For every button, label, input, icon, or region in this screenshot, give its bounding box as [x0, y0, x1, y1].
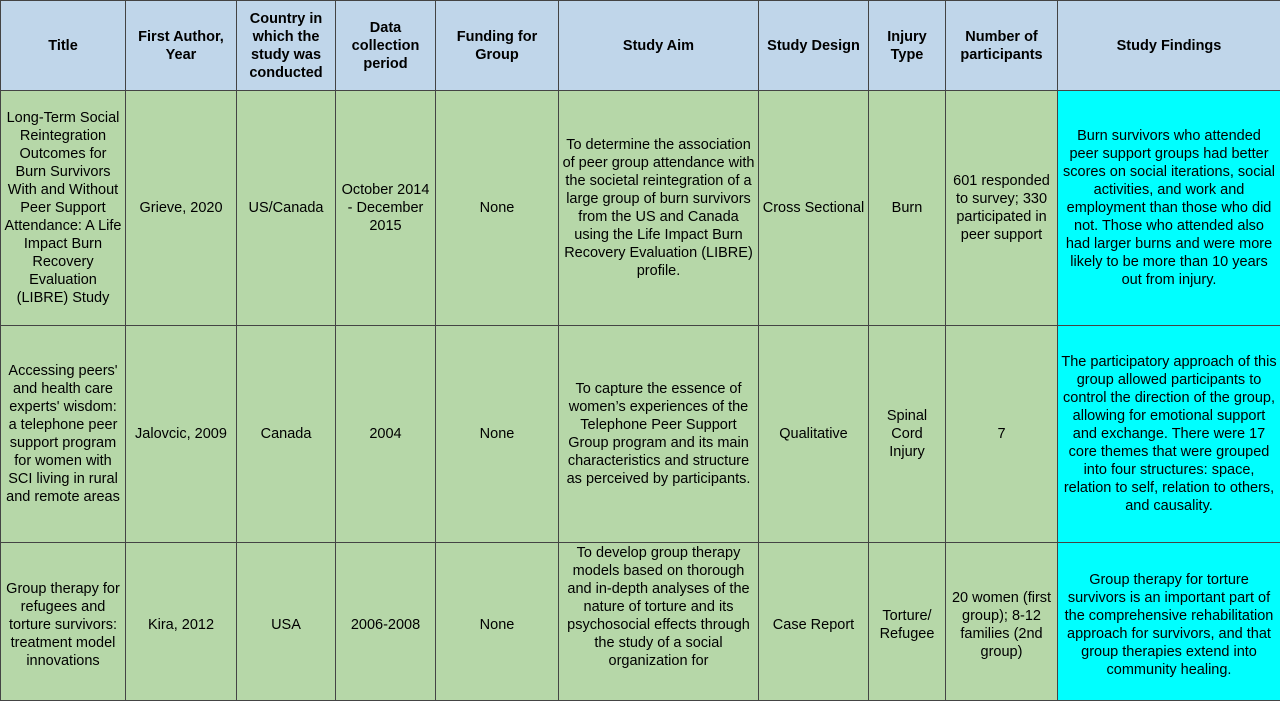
cell-funding: None: [436, 326, 559, 543]
header-row: [1, 1, 1280, 91]
header-findings: Study Findings: [1058, 1, 1280, 91]
cell-injury: Torture/ Refugee: [869, 543, 946, 701]
header-funding: Funding for Group: [436, 1, 559, 91]
cell-design: Qualitative: [759, 326, 869, 543]
cell-period: 2006-2008: [336, 543, 436, 701]
cell-country: US/Canada: [237, 91, 336, 326]
table-row: [1, 326, 1280, 543]
header-country: Country in which the study was conducted: [237, 1, 336, 91]
cell-author: Grieve, 2020: [126, 91, 237, 326]
cell-participants: 601 responded to survey; 330 participated in peer support: [946, 91, 1058, 326]
cell-author: Kira, 2012: [126, 543, 237, 701]
cell-title: Group therapy for refugees and torture survivors: treatment model innovations: [1, 543, 126, 701]
cell-design: Cross Sectional: [759, 91, 869, 326]
header-design: Study Design: [759, 1, 869, 91]
header-injury: Injury Type: [869, 1, 946, 91]
cell-findings: Group therapy for torture survivors is an important part of the comprehensive rehabilitation approach for survivors, and that group therapies extend into community healing.: [1058, 543, 1280, 701]
header-author: First Author, Year: [126, 1, 237, 91]
header-title: Title: [1, 1, 126, 91]
cell-design: Case Report: [759, 543, 869, 701]
header-participants: Number of participants: [946, 1, 1058, 91]
cell-period: 2004: [336, 326, 436, 543]
cell-findings: Burn survivors who attended peer support groups had better scores on social iterations, social activities, and work and employment than those who did not. Those who attended also had larger burns and were more likely to be more than 10 years out from injury.: [1058, 91, 1280, 326]
table-row: [1, 91, 1280, 326]
cell-participants: 7: [946, 326, 1058, 543]
cell-injury: Burn: [869, 91, 946, 326]
cell-participants: 20 women (first group); 8-12 families (2nd group): [946, 543, 1058, 701]
cell-findings: The participatory approach of this group allowed participants to control the direction of the group, allowing for emotional support and exchange. There were 17 core themes that were grouped into four structures: space, relation to self, relation to others, and causality.: [1058, 326, 1280, 543]
cell-title: Accessing peers' and health care experts' wisdom: a telephone peer support program for women with SCI living in rural and remote areas: [1, 326, 126, 543]
cell-injury: Spinal Cord Injury: [869, 326, 946, 543]
table-row: [1, 543, 1280, 701]
cell-country: Canada: [237, 326, 336, 543]
cell-aim: To capture the essence of women’s experiences of the Telephone Peer Support Group program and its main characteristics and structure as perceived by participants.: [559, 326, 759, 543]
cell-aim: To develop group therapy models based on thorough and in-depth analyses of the nature of torture and its psychosocial effects through the study of a social organization for: [559, 543, 759, 701]
cell-title: Long-Term Social Reintegration Outcomes for Burn Survivors With and Without Peer Support Attendance: A Life Impact Burn Recovery Evaluation (LIBRE) Study: [1, 91, 126, 326]
cell-country: USA: [237, 543, 336, 701]
header-period: Data collection period: [336, 1, 436, 91]
header-aim: Study Aim: [559, 1, 759, 91]
cell-author: Jalovcic, 2009: [126, 326, 237, 543]
cell-funding: None: [436, 543, 559, 701]
cell-funding: None: [436, 91, 559, 326]
cell-period: October 2014 - December 2015: [336, 91, 436, 326]
cell-aim: To determine the association of peer group attendance with the societal reintegration of a large group of burn survivors from the US and Canada using the Life Impact Burn Recovery Evaluation (LIBRE) profile.: [559, 91, 759, 326]
